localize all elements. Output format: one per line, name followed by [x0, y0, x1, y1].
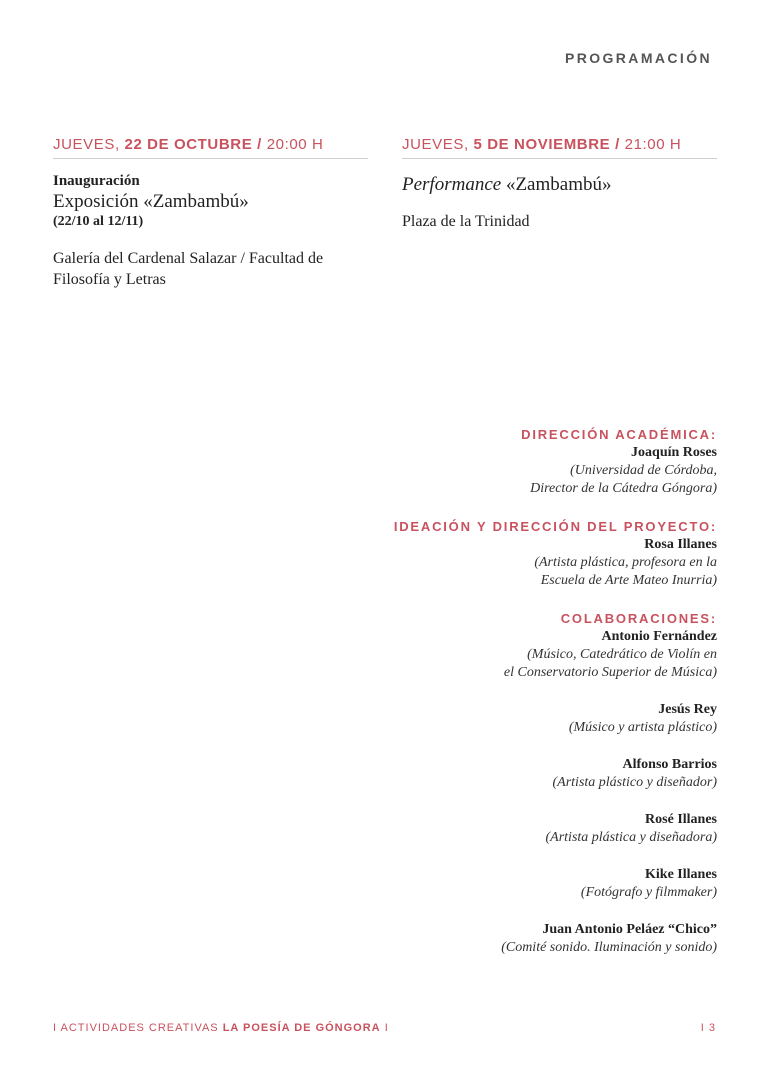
credit-person [337, 536, 717, 590]
credit-heading: DIRECCIÓN ACADÉMICA: [521, 427, 717, 442]
credit-person [337, 444, 717, 498]
event-title: Exposición «Zambambú» [53, 191, 249, 212]
person-role: (Artista plástica, profesora en la [534, 555, 717, 570]
event-date: 5 DE NOVIEMBRE [473, 136, 611, 153]
person-name: Juan Antonio Peláez “Chico” [542, 922, 717, 937]
page-number [701, 1022, 716, 1034]
event-day: JUEVES, [53, 136, 120, 153]
person-role: (Artista plástico y diseñador) [552, 775, 717, 790]
person-name: Kike Illanes [645, 867, 717, 882]
page-number-value: 3 [708, 1022, 716, 1034]
event-date: 22 DE OCTUBRE [124, 136, 253, 153]
section-title: PROGRAMACIÓN [564, 50, 712, 66]
person-role: (Universidad de Córdoba, [570, 463, 717, 478]
person-role: (Músico, Catedrático de Violín en [527, 647, 717, 662]
page-footer [53, 1022, 389, 1034]
footer-highlight: LA POESÍA DE GÓNGORA [222, 1022, 381, 1034]
credit-person [337, 756, 717, 792]
date-separator: / [257, 136, 262, 153]
person-name: Joaquín Roses [631, 445, 717, 460]
person-role: el Conservatorio Superior de Música) [503, 665, 717, 680]
credit-person [337, 628, 717, 682]
event-kicker: Inauguración [53, 173, 140, 189]
credits-block [337, 426, 717, 977]
credit-person [337, 921, 717, 957]
credit-group-collaborations [337, 610, 717, 957]
person-role: Director de la Cátedra Góngora) [530, 481, 717, 496]
person-name: Rosa Illanes [644, 537, 717, 552]
event-venue: Galería del Cardenal Salazar / Facultad de Filosofía y Letras [53, 250, 324, 288]
person-name: Antonio Fernández [601, 629, 717, 644]
credit-group-project [337, 518, 717, 590]
person-role: (Comité sonido. Iluminación y sonido) [501, 940, 717, 955]
person-role: Escuela de Arte Mateo Inurria) [540, 573, 717, 588]
event-title [402, 173, 717, 197]
footer-bar: I [384, 1022, 389, 1034]
credit-group-academic [337, 426, 717, 498]
credit-heading: IDEACIÓN Y DIRECCIÓN DEL PROYECTO: [393, 519, 717, 534]
person-name: Rosé Illanes [645, 812, 717, 827]
person-role: (Artista plástica y diseñadora) [545, 830, 717, 845]
credit-person [337, 811, 717, 847]
event-title-italic: Performance [402, 174, 502, 195]
person-name: Jesús Rey [658, 702, 717, 717]
event-date-range: (22/10 al 12/11) [53, 214, 144, 229]
credit-person [337, 866, 717, 902]
event-column-2 [402, 136, 717, 232]
person-role: (Músico y artista plástico) [568, 720, 717, 735]
person-role: (Fotógrafo y filmmaker) [580, 885, 717, 900]
event-time: 21:00 H [624, 136, 682, 153]
date-separator: / [615, 136, 620, 153]
page-bar: I [700, 1022, 705, 1034]
event-time: 20:00 H [266, 136, 324, 153]
credit-heading: COLABORACIONES: [560, 611, 717, 626]
footer-prefix: ACTIVIDADES CREATIVAS [60, 1022, 219, 1034]
event-date-line [53, 136, 368, 159]
event-day: JUEVES, [402, 136, 469, 153]
event-column-1 [53, 136, 368, 290]
event-venue: Plaza de la Trinidad [402, 213, 530, 230]
credit-person [337, 701, 717, 737]
footer-bar: I [53, 1022, 58, 1034]
event-date-line [402, 136, 717, 159]
event-title-rest: «Zambambú» [501, 174, 612, 195]
person-name: Alfonso Barrios [622, 757, 717, 772]
